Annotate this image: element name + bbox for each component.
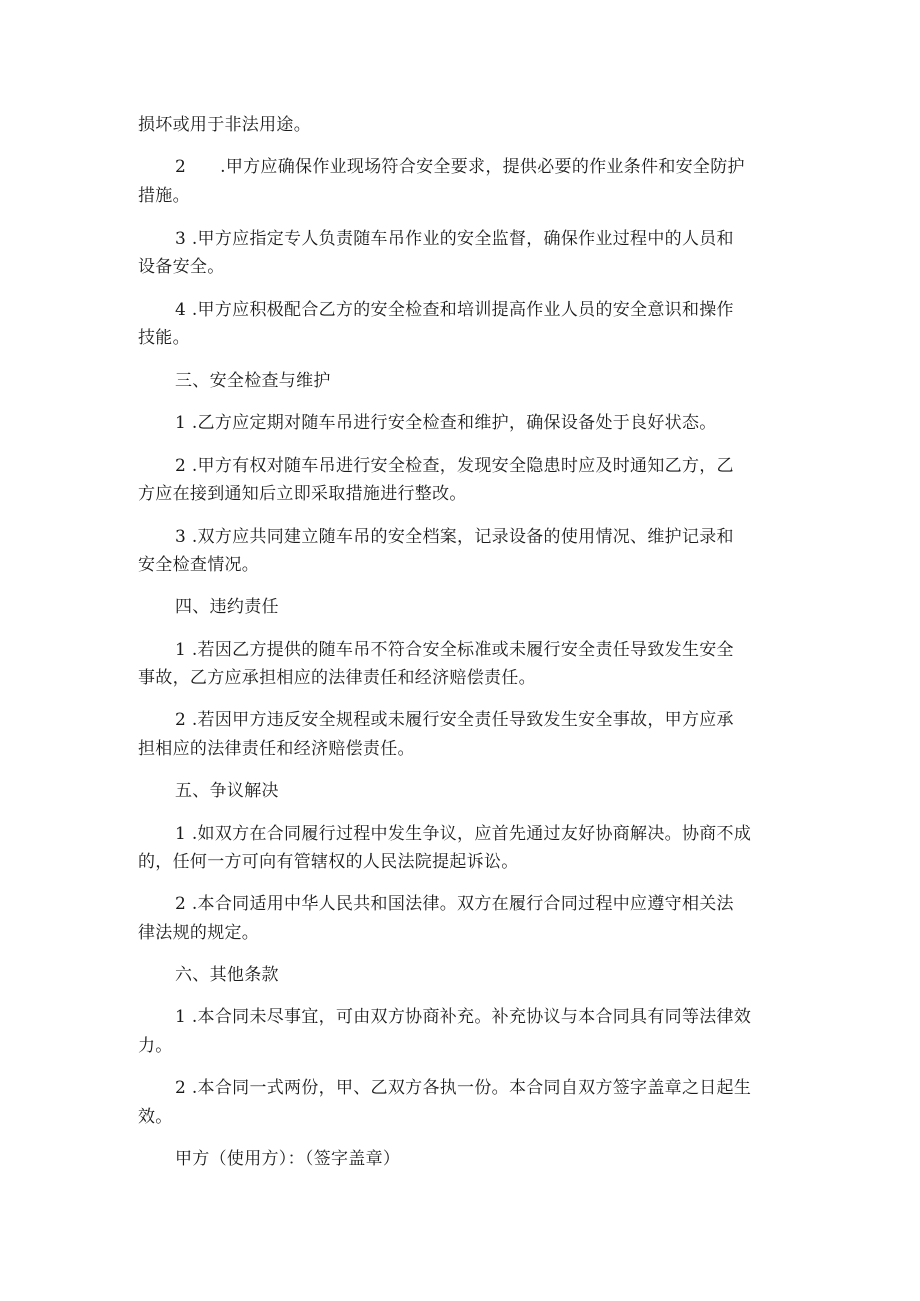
clause-number: 2 xyxy=(175,456,187,476)
text-line: 律法规的规定。 xyxy=(138,923,260,943)
text-line: 的，任何一方可向有管辖权的人民法院提起诉讼。 xyxy=(138,852,519,872)
text-line: .本合同一式两份，甲、乙双方各执一份。本合同自双方签字盖章之日起生 xyxy=(191,1078,752,1098)
clause-number: 1 xyxy=(175,1007,187,1027)
text-line: 力。 xyxy=(138,1036,173,1056)
text-line: 效。 xyxy=(138,1107,173,1127)
clause-4-line-2 xyxy=(138,327,190,349)
s5-clause-2-line-1 xyxy=(175,893,734,915)
clause-number: 3 xyxy=(175,527,187,547)
s3-clause-1 xyxy=(175,412,717,434)
text-line: .双方应共同建立随车吊的安全档案，记录设备的使用情况、维护记录和 xyxy=(191,527,734,547)
clause-number: 2 xyxy=(175,894,187,914)
text-line: .甲方应积极配合乙方的安全检查和培训提高作业人员的安全意识和操作 xyxy=(191,300,734,320)
text-line: 安全检查情况。 xyxy=(138,555,260,575)
signature-line xyxy=(175,1148,400,1170)
clause-3-line-2 xyxy=(138,256,225,278)
clause-2-line-1 xyxy=(175,156,745,178)
text-line: .甲方有权对随车吊进行安全检查，发现安全隐患时应及时通知乙方，乙 xyxy=(191,456,734,476)
text-line: .本合同未尽事宜，可由双方协商补充。补充协议与本合同具有同等法律效 xyxy=(191,1007,752,1027)
clause-number: 2 xyxy=(175,1078,187,1098)
s3-clause-2-line-2 xyxy=(138,483,467,505)
text-line: .甲方应确保作业现场符合安全要求，提供必要的作业条件和安全防护 xyxy=(220,157,745,177)
section-heading-4 xyxy=(175,596,279,618)
section-heading-6 xyxy=(175,964,279,986)
clause-number: 1 xyxy=(175,824,187,844)
clause-4-line-1 xyxy=(175,299,734,321)
text-line: 担相应的法律责任和经济赔偿责任。 xyxy=(138,739,415,759)
s6-clause-2-line-1 xyxy=(175,1077,751,1099)
s3-clause-3-line-1 xyxy=(175,526,734,548)
clause-number: 1 xyxy=(175,640,187,660)
s4-clause-2-line-2 xyxy=(138,738,415,760)
s6-clause-1-line-2 xyxy=(138,1035,173,1057)
text-line: .若因甲方违反安全规程或未履行安全责任导致发生安全事故，甲方应承 xyxy=(191,710,734,730)
clause-number: 4 xyxy=(175,300,187,320)
s4-clause-2-line-1 xyxy=(175,709,734,731)
s6-clause-1-line-1 xyxy=(175,1006,751,1028)
text-line: 方应在接到通知后立即采取措施进行整改。 xyxy=(138,484,467,504)
text-line: 措施。 xyxy=(138,186,190,206)
section-title: 六、其他条款 xyxy=(175,965,279,985)
section-title: 四、违约责任 xyxy=(175,597,279,617)
s6-clause-2-line-2 xyxy=(138,1106,173,1128)
text-line: .本合同适用中华人民共和国法律。双方在履行合同过程中应遵守相关法 xyxy=(191,894,734,914)
text-line: .乙方应定期对随车吊进行安全检查和维护，确保设备处于良好状态。 xyxy=(191,413,717,433)
text-line: 设备安全。 xyxy=(138,257,225,277)
section-title: 五、争议解决 xyxy=(175,781,279,801)
text-line: .甲方应指定专人负责随车吊作业的安全监督，确保作业过程中的人员和 xyxy=(191,229,734,249)
s5-clause-1-line-1 xyxy=(175,823,751,845)
s4-clause-1-line-2 xyxy=(138,667,536,689)
clause-number: 2 xyxy=(175,710,187,730)
paragraph-continuation xyxy=(138,114,311,136)
s3-clause-2-line-1 xyxy=(175,455,734,477)
s3-clause-3-line-2 xyxy=(138,554,259,576)
text-line: 损坏或用于非法用途。 xyxy=(138,115,311,135)
text-line: 事故，乙方应承担相应的法律责任和经济赔偿责任。 xyxy=(138,668,536,688)
section-title: 三、安全检查与维护 xyxy=(175,371,331,391)
clause-3-line-1 xyxy=(175,228,734,250)
clause-2-line-2 xyxy=(138,185,190,207)
s5-clause-1-line-2 xyxy=(138,851,519,873)
s4-clause-1-line-1 xyxy=(175,639,734,661)
text-line: .如双方在合同履行过程中发生争议，应首先通过友好协商解决。协商不成 xyxy=(191,824,752,844)
signature-label: 甲方（使用方）：（签字盖章） xyxy=(175,1149,401,1169)
clause-number: 3 xyxy=(175,229,187,249)
clause-number: 1 xyxy=(175,413,187,433)
section-heading-3 xyxy=(175,370,331,392)
s5-clause-2-line-2 xyxy=(138,922,259,944)
text-line: 技能。 xyxy=(138,328,190,348)
text-line: .若因乙方提供的随车吊不符合安全标准或未履行安全责任导致发生安全 xyxy=(191,640,734,660)
clause-number: 2 xyxy=(175,157,187,177)
section-heading-5 xyxy=(175,780,279,802)
